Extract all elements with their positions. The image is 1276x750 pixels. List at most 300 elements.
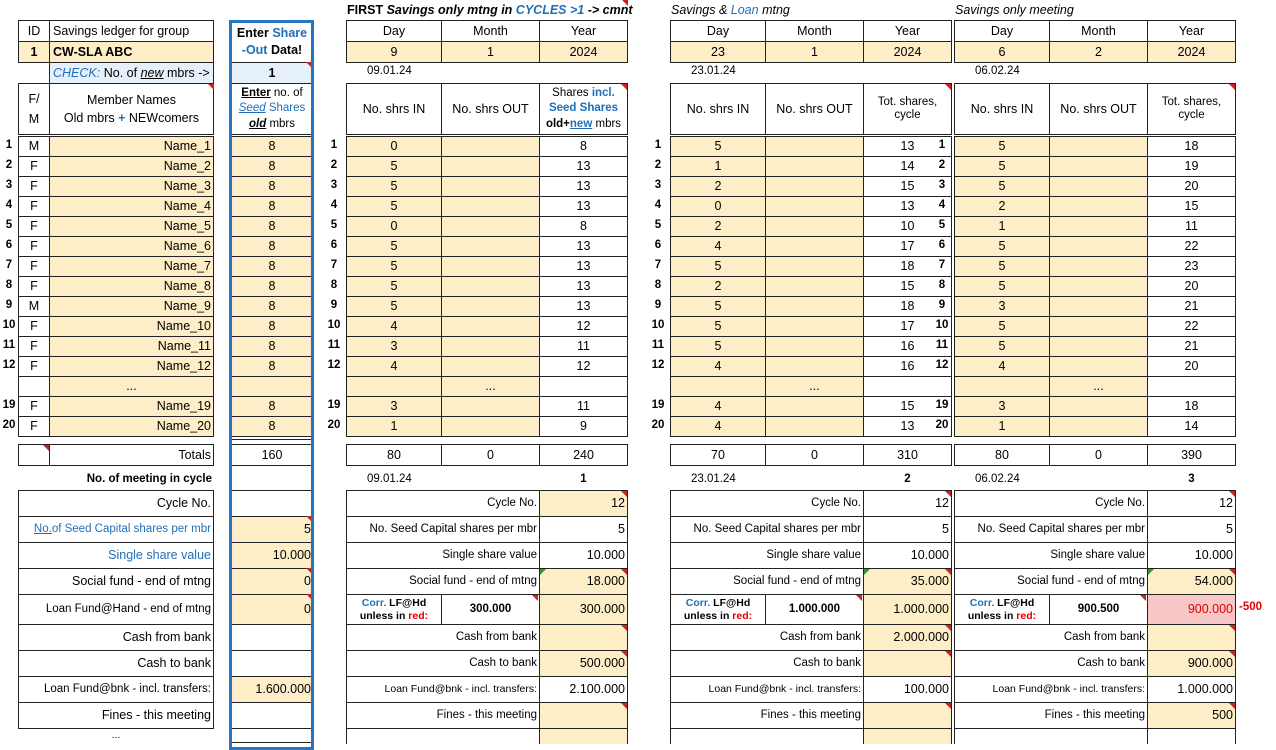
shares-out-cell[interactable]: [765, 316, 864, 337]
shares-out-cell[interactable]: [1049, 156, 1148, 177]
shares-in-cell[interactable]: 5: [954, 276, 1050, 297]
shares-out-cell[interactable]: [1049, 256, 1148, 277]
shares-in-cell[interactable]: 4: [670, 416, 766, 437]
shares-out-cell[interactable]: [441, 316, 540, 337]
shares-in-cell[interactable]: [670, 376, 766, 397]
hdr-mbrs: mbrs: [269, 117, 295, 130]
meeting-title: [668, 0, 958, 20]
summary-value[interactable]: 54.000: [1147, 568, 1236, 595]
comment-marker: [945, 569, 951, 575]
member-name[interactable]: Name_2: [49, 156, 214, 177]
comment-marker: [945, 625, 951, 631]
summary-label: Single share value: [954, 542, 1148, 569]
row-number: 20: [2, 419, 16, 432]
shares-out-cell[interactable]: [765, 336, 864, 357]
seed-shares-cell[interactable]: 8: [230, 276, 314, 297]
member-name[interactable]: Name_1: [49, 136, 214, 157]
summary-value[interactable]: 0: [230, 594, 314, 625]
hdr-shares: Shares: [552, 87, 589, 100]
member-name[interactable]: Name_7: [49, 256, 214, 277]
summary-empty-label: [346, 728, 540, 744]
total-shares-cell: 12: [539, 356, 628, 377]
seed-shares-cell[interactable]: 8: [230, 256, 314, 277]
title-share: Share: [272, 25, 308, 40]
shares-in-cell[interactable]: 1: [670, 156, 766, 177]
summary-value[interactable]: 500: [1147, 702, 1236, 729]
summary-value: 10.000: [1147, 542, 1236, 569]
comment-marker: [621, 84, 627, 90]
row-number: 2: [5, 159, 13, 172]
total-shares-cell: 11: [1147, 216, 1236, 237]
seed-shares-cell[interactable]: 8: [230, 336, 314, 357]
member-name[interactable]: Name_11: [49, 336, 214, 357]
total-shares-cell: 15: [863, 176, 952, 197]
shares-in-cell[interactable]: 5: [954, 156, 1050, 177]
summary-value[interactable]: 12: [539, 490, 628, 517]
row-number: 9: [654, 299, 662, 312]
row-number: 6: [5, 239, 13, 252]
seed-shares-cell[interactable]: 8: [230, 176, 314, 197]
shares-out-cell[interactable]: [765, 296, 864, 317]
row-number: 12: [2, 359, 16, 372]
shares-in-cell[interactable]: 2: [670, 216, 766, 237]
shares-out-cell[interactable]: [441, 336, 540, 357]
shares-in-cell[interactable]: 4: [670, 356, 766, 377]
red-word: red:: [732, 609, 753, 622]
shares-out-cell[interactable]: [1049, 276, 1148, 297]
summary-label: Social fund - end of mtng: [954, 568, 1148, 595]
member-name[interactable]: Name_4: [49, 196, 214, 217]
year-input[interactable]: 2024: [863, 41, 952, 63]
member-gender[interactable]: F: [18, 396, 50, 417]
shares-in-cell[interactable]: 5: [954, 256, 1050, 277]
row-number: 20: [651, 419, 665, 432]
row-number: 19: [2, 399, 16, 412]
summary-label: Fines - this meeting: [954, 702, 1148, 729]
title-part: Loan: [730, 2, 759, 17]
shares-in-cell[interactable]: 5: [954, 136, 1050, 157]
member-gender[interactable]: F: [18, 196, 50, 217]
member-gender[interactable]: F: [18, 156, 50, 177]
shares-out-cell[interactable]: [765, 396, 864, 417]
shares-in-cell[interactable]: 0: [346, 136, 442, 157]
member-gender[interactable]: M: [18, 136, 50, 157]
summary-value[interactable]: [230, 624, 314, 651]
row-number: 11: [327, 339, 341, 352]
summary-value[interactable]: [539, 624, 628, 651]
title-part: -> cmnt: [587, 2, 633, 17]
summary-label: Cash to bank: [18, 650, 214, 677]
summary-label: Loan Fund@bnk - incl. transfers:: [346, 676, 540, 703]
shares-in-cell[interactable]: 5: [670, 336, 766, 357]
seed-shares-cell[interactable]: [230, 376, 314, 397]
corr-l2: [684, 610, 752, 622]
month-label: Month: [1049, 20, 1148, 42]
lf-word: LF@Hd: [389, 597, 427, 610]
seed-hdr-line3: [249, 118, 295, 131]
member-gender[interactable]: F: [18, 236, 50, 257]
comment-marker: [621, 651, 627, 657]
check-value: 1: [230, 62, 314, 84]
total-shares-cell: 13: [863, 196, 952, 217]
month-label: Month: [765, 20, 864, 42]
hdr-l3: [546, 118, 621, 131]
summary-label: No. of Seed Capital shares per mbr: [18, 516, 214, 543]
comment-marker: [945, 491, 951, 497]
total-shares-cell: 18: [863, 256, 952, 277]
shares-out-cell[interactable]: [441, 256, 540, 277]
shares-in-cell[interactable]: 5: [346, 176, 442, 197]
shares-out-header: No. shrs OUT: [765, 83, 864, 135]
shares-out-cell[interactable]: [441, 176, 540, 197]
shares-out-cell[interactable]: ...: [441, 376, 540, 397]
shares-out-cell[interactable]: ...: [765, 376, 864, 397]
day-input[interactable]: 6: [954, 41, 1050, 63]
no-underlined: No.: [33, 522, 52, 535]
shares-in-header: No. shrs IN: [346, 83, 442, 135]
summary-value[interactable]: 18.000: [539, 568, 628, 595]
total-shares-cell: 19: [1147, 156, 1236, 177]
shares-out-cell[interactable]: [441, 136, 540, 157]
summary-value[interactable]: [863, 650, 952, 677]
shares-in-cell[interactable]: 5: [346, 236, 442, 257]
row-number: 7: [5, 259, 13, 272]
total-shares-cell: 15: [863, 396, 952, 417]
shares-in-cell[interactable]: 3: [954, 296, 1050, 317]
total-shares-cell: 14: [1147, 416, 1236, 437]
shares-out-cell[interactable]: [1049, 216, 1148, 237]
shares-out-cell[interactable]: [1049, 316, 1148, 337]
comment-marker: [621, 491, 627, 497]
seed-shares-cell[interactable]: 8: [230, 296, 314, 317]
shares-out-cell[interactable]: [1049, 176, 1148, 197]
member-gender[interactable]: F: [18, 316, 50, 337]
shares-in-cell[interactable]: 4: [954, 356, 1050, 377]
member-name[interactable]: Name_9: [49, 296, 214, 317]
shares-in-cell[interactable]: [954, 376, 1050, 397]
shares-in-cell[interactable]: 2: [670, 176, 766, 197]
shares-out-cell[interactable]: [441, 396, 540, 417]
summary-label: Social fund - end of mtng: [18, 568, 214, 595]
summary-label: Cash from bank: [18, 624, 214, 651]
shares-out-cell[interactable]: [1049, 396, 1148, 417]
shares-in-cell[interactable]: 5: [954, 316, 1050, 337]
meeting-date: 23.01.24: [691, 65, 736, 78]
names-plus: +: [118, 111, 126, 125]
shares-out-cell[interactable]: [765, 356, 864, 377]
shares-in-cell[interactable]: 5: [670, 136, 766, 157]
summary-value[interactable]: [539, 702, 628, 729]
corr-word: Corr.: [361, 597, 387, 610]
shares-in-cell[interactable]: 2: [954, 196, 1050, 217]
comment-marker: [306, 62, 312, 68]
month-input[interactable]: 1: [441, 41, 540, 63]
member-gender[interactable]: F: [18, 356, 50, 377]
corr-lf-input[interactable]: 900.500: [1049, 594, 1148, 625]
seed-shares-cell[interactable]: 8: [230, 136, 314, 157]
summary-value[interactable]: [230, 728, 314, 743]
member-gender[interactable]: F: [18, 216, 50, 237]
shares-out-cell[interactable]: [441, 296, 540, 317]
summary-value[interactable]: 500.000: [539, 650, 628, 677]
member-name[interactable]: Name_19: [49, 396, 214, 417]
row-number: 10: [2, 319, 16, 332]
summary-value[interactable]: 35.000: [863, 568, 952, 595]
row-number: 1: [5, 139, 13, 152]
shares-out-cell[interactable]: [765, 256, 864, 277]
summary-value[interactable]: 5: [230, 516, 314, 543]
shares-out-cell[interactable]: [1049, 236, 1148, 257]
corr-l1: [362, 597, 427, 609]
shares-out-cell[interactable]: [441, 156, 540, 177]
comment-marker: [532, 595, 538, 601]
summary-value: 5: [1147, 516, 1236, 543]
member-name[interactable]: Name_6: [49, 236, 214, 257]
day-label: Day: [954, 20, 1050, 42]
shares-in-cell[interactable]: 5: [954, 336, 1050, 357]
summary-label: Social fund - end of mtng: [670, 568, 864, 595]
shares-out-cell[interactable]: [1049, 296, 1148, 317]
seed-shares-cell[interactable]: 8: [230, 156, 314, 177]
summary-label: Loan Fund@bnk - incl. transfers:: [670, 676, 864, 703]
shares-out-cell[interactable]: [1049, 336, 1148, 357]
member-gender[interactable]: F: [18, 276, 50, 297]
shares-out-cell[interactable]: [765, 136, 864, 157]
row-number: 3: [5, 179, 13, 192]
shares-out-header: No. shrs OUT: [441, 83, 540, 135]
red-word: red:: [408, 609, 429, 622]
shares-out-cell[interactable]: [441, 196, 540, 217]
row-number: 3: [330, 179, 338, 192]
comment-marker: [945, 651, 951, 657]
shares-out-cell[interactable]: ...: [1049, 376, 1148, 397]
shares-out-cell[interactable]: [765, 156, 864, 177]
share-out-title: [230, 20, 314, 63]
shares-out-cell[interactable]: [765, 236, 864, 257]
total-shares-cell: [1147, 376, 1236, 397]
total-shares-header: Tot. shares, cycle: [863, 83, 952, 135]
seed-shares-cell[interactable]: 8: [230, 216, 314, 237]
seed-shares-cell[interactable]: 8: [230, 196, 314, 217]
total-shares-cell: 13: [539, 276, 628, 297]
hdr-old: old: [248, 117, 267, 130]
shares-in-cell[interactable]: 4: [670, 236, 766, 257]
hdr-new: new: [569, 117, 593, 130]
row-number: 8: [330, 279, 338, 292]
corr-lf-input[interactable]: 300.000: [441, 594, 540, 625]
shares-in-cell[interactable]: 5: [346, 256, 442, 277]
member-gender[interactable]: F: [18, 176, 50, 197]
row-number: 9: [5, 299, 13, 312]
corr-word: Corr.: [969, 597, 995, 610]
summary-label: Social fund - end of mtng: [346, 568, 540, 595]
title-part: CYCLES >1: [515, 2, 585, 17]
shares-in-cell[interactable]: 5: [346, 276, 442, 297]
member-name[interactable]: Name_8: [49, 276, 214, 297]
shares-in-cell[interactable]: 4: [346, 316, 442, 337]
shares-out-cell[interactable]: [765, 416, 864, 437]
seed-shares-cell[interactable]: 8: [230, 416, 314, 437]
group-id[interactable]: 1: [18, 41, 50, 63]
new-members-check: [49, 62, 214, 84]
shares-in-cell[interactable]: 0: [670, 196, 766, 217]
red-word: red:: [1016, 609, 1037, 622]
shares-in-cell[interactable]: 5: [670, 256, 766, 277]
summary-label: Loan Fund@Hand - end of mtng: [18, 594, 214, 625]
shares-out-cell[interactable]: [1049, 416, 1148, 437]
total-shares-header: [539, 83, 628, 135]
member-name[interactable]: ...: [49, 376, 214, 397]
total-shares-cell: 8: [539, 216, 628, 237]
year-input[interactable]: 2024: [539, 41, 628, 63]
shares-out-cell[interactable]: [765, 276, 864, 297]
member-gender[interactable]: M: [18, 296, 50, 317]
comment-marker: [621, 703, 627, 709]
row-number: 6: [938, 239, 946, 252]
year-input[interactable]: 2024: [1147, 41, 1236, 63]
member-gender[interactable]: F: [18, 336, 50, 357]
shares-in-cell[interactable]: 5: [954, 236, 1050, 257]
shares-in-cell[interactable]: 1: [954, 216, 1050, 237]
seed-shares-cell[interactable]: 8: [230, 396, 314, 417]
hdr-l1: [552, 87, 615, 100]
summary-value[interactable]: 1.600.000: [230, 676, 314, 703]
fm-header-line2: M: [28, 111, 40, 126]
shares-in-cell[interactable]: 4: [346, 356, 442, 377]
hdr-enter: Enter: [241, 87, 271, 100]
total-in: 80: [954, 444, 1050, 466]
row-number: [324, 376, 344, 396]
row-number: 4: [5, 199, 13, 212]
shares-in-cell[interactable]: 5: [346, 196, 442, 217]
shares-in-cell[interactable]: 5: [670, 316, 766, 337]
row-number: 11: [2, 339, 16, 352]
shares-in-cell[interactable]: 5: [670, 296, 766, 317]
day-input[interactable]: 9: [346, 41, 442, 63]
row-number: [0, 376, 18, 396]
member-gender[interactable]: F: [18, 416, 50, 437]
shares-out-cell[interactable]: [1049, 356, 1148, 377]
meeting-date-2: 06.02.24: [975, 473, 1020, 486]
title-part: Savings only mtng in: [386, 2, 513, 17]
shares-in-cell[interactable]: 4: [670, 396, 766, 417]
hdr-mbrs: mbrs: [595, 117, 622, 130]
shares-in-cell[interactable]: 3: [346, 336, 442, 357]
member-name[interactable]: Name_12: [49, 356, 214, 377]
day-input[interactable]: 23: [670, 41, 766, 63]
corr-lf-input[interactable]: 1.000.000: [765, 594, 864, 625]
shares-out-cell[interactable]: [441, 416, 540, 437]
shares-out-cell[interactable]: [441, 276, 540, 297]
member-gender[interactable]: F: [18, 256, 50, 277]
meeting-number: 3: [1188, 473, 1195, 486]
shares-out-cell[interactable]: [441, 356, 540, 377]
row-number: 10: [651, 319, 665, 332]
shares-out-cell[interactable]: [441, 236, 540, 257]
total-shares-cell: 23: [1147, 256, 1236, 277]
total-shares-cell: 13: [539, 156, 628, 177]
names-new: NEWcomers: [128, 111, 200, 125]
summary-value[interactable]: [230, 490, 314, 517]
summary-value[interactable]: [1147, 624, 1236, 651]
shares-in-cell[interactable]: 0: [346, 216, 442, 237]
shares-in-cell[interactable]: 1: [954, 416, 1050, 437]
summary-value[interactable]: [230, 650, 314, 677]
shares-in-cell[interactable]: 5: [346, 296, 442, 317]
summary-value[interactable]: 0: [230, 568, 314, 595]
month-input[interactable]: 1: [765, 41, 864, 63]
shares-in-cell[interactable]: 3: [954, 396, 1050, 417]
shares-out-cell[interactable]: [765, 216, 864, 237]
shares-out-cell[interactable]: [765, 196, 864, 217]
month-input[interactable]: 2: [1049, 41, 1148, 63]
comment-marker: [306, 594, 312, 600]
title-part: FIRST: [347, 2, 384, 17]
summary-value[interactable]: [863, 702, 952, 729]
total-shares: 240: [539, 444, 628, 466]
comment-marker: [945, 84, 951, 90]
total-shares-cell: 18: [1147, 396, 1236, 417]
member-name[interactable]: Name_20: [49, 416, 214, 437]
shares-out-cell[interactable]: [1049, 196, 1148, 217]
seed-shares-cell[interactable]: 8: [230, 316, 314, 337]
row-number: 1: [654, 139, 662, 152]
year-label: Year: [539, 20, 628, 42]
shares-in-cell[interactable]: 5: [346, 156, 442, 177]
summary-value[interactable]: 10.000: [230, 542, 314, 569]
row-number: 7: [330, 259, 338, 272]
summary-label: Cycle No.: [670, 490, 864, 517]
total-out: 0: [1049, 444, 1148, 466]
row-number: 20: [935, 419, 949, 432]
summary-label: Single share value: [670, 542, 864, 569]
summary-value[interactable]: 900.000: [1147, 650, 1236, 677]
shares-out-cell[interactable]: [441, 216, 540, 237]
summary-label: No. Seed Capital shares per mbr: [670, 516, 864, 543]
names-header: [49, 83, 214, 135]
summary-label: Cycle No.: [18, 490, 214, 517]
shares-in-cell[interactable]: 5: [954, 176, 1050, 197]
row-number: 12: [651, 359, 665, 372]
member-gender[interactable]: [18, 376, 50, 397]
group-name[interactable]: CW-SLA ABC: [49, 41, 214, 63]
year-label: Year: [1147, 20, 1236, 42]
total-shares-cell: 16: [863, 356, 952, 377]
member-name[interactable]: Name_5: [49, 216, 214, 237]
summary-label: Single share value: [346, 542, 540, 569]
shares-in-cell[interactable]: 3: [346, 396, 442, 417]
shares-in-cell[interactable]: 2: [670, 276, 766, 297]
summary-value[interactable]: 2.000.000: [863, 624, 952, 651]
shares-out-cell[interactable]: [765, 176, 864, 197]
total-shares-cell: [539, 376, 628, 397]
comment-marker: [622, 0, 628, 6]
member-name[interactable]: Name_10: [49, 316, 214, 337]
member-name[interactable]: Name_3: [49, 176, 214, 197]
seed-shares-cell[interactable]: 8: [230, 356, 314, 377]
seed-hdr-line1: [241, 87, 302, 100]
row-number: 10: [935, 319, 949, 332]
summary-label: Cash to bank: [346, 650, 540, 677]
shares-in-cell[interactable]: [346, 376, 442, 397]
comment-marker: [621, 625, 627, 631]
shares-in-cell[interactable]: 1: [346, 416, 442, 437]
row-number: 2: [654, 159, 662, 172]
shares-out-cell[interactable]: [1049, 136, 1148, 157]
summary-value[interactable]: [230, 702, 314, 729]
seed-shares-cell[interactable]: 8: [230, 236, 314, 257]
summary-empty-value: [539, 728, 628, 744]
